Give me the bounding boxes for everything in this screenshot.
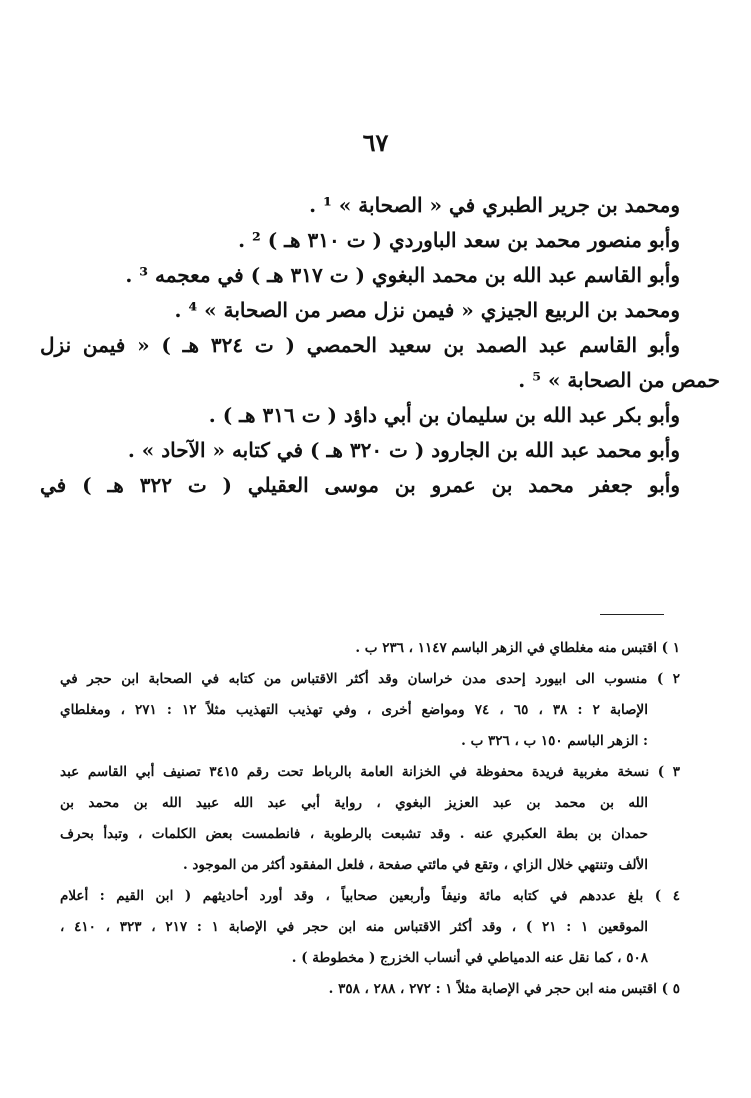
footnote-line: ٣ ) نسخة مغربية فريدة محفوظة في الخزانة العامة بالرباط تحت رقم ٣٤١٥ تصنيف أبي القاسم عبد bbox=[60, 764, 680, 780]
footnote-line: حمدان بن بطة العكبري عنه . وقد تشبعت بالرطوبة ، فانطمست بعض الكلمات ، وتبدأ بحرف bbox=[60, 826, 648, 842]
page-number: ٦٧ bbox=[362, 128, 389, 157]
footnote-line: ٢ ) منسوب الى ابيورد إحدى مدن خراسان وقد أكثر الاقتباس من كتابه في الصحابة ابن حجر في bbox=[60, 671, 680, 687]
footnote-line: الموقعين ١ : ٢١ ) ، وقد أكثر الاقتباس منه ابن حجر في الإصابة ١ : ٢١٧ ، ٣٢٣ ، ٤١٠ ، bbox=[60, 919, 648, 935]
text-line: حمص من الصحابة » ⁵ . bbox=[518, 368, 720, 392]
footnote-line: : الزهر الباسم ١٥٠ ب ، ٣٢٦ ب . bbox=[461, 733, 648, 749]
footnote-line: ٥ ) اقتبس منه ابن حجر في الإصابة مثلاً ١ : ٢٧٢ ، ٢٨٨ ، ٣٥٨ . bbox=[328, 981, 680, 997]
footnote-line: ١ ) اقتبس منه مغلطاي في الزهر الباسم ١١٤٧ ، ٢٣٦ ب . bbox=[355, 640, 680, 656]
text-line: وأبو القاسم عبد الله بن محمد البغوي ( ت ٣١٧ هـ ) في معجمه ³ . bbox=[125, 263, 680, 287]
text-line: وأبو محمد عبد الله بن الجارود ( ت ٣٢٠ هـ ) في كتابه « الآحاد » . bbox=[127, 438, 680, 462]
main-text bbox=[40, 188, 720, 503]
text-line: ومحمد بن الربيع الجيزي « فيمن نزل مصر من الصحابة » ⁴ . bbox=[174, 298, 680, 322]
footnote-line: الألف وتنتهي خلال الزاي ، وتقع في مائتي صفحة ، فلعل المفقود أكثر من الموجود . bbox=[182, 857, 648, 873]
text-line: وأبو بكر عبد الله بن سليمان بن أبي داؤد ( ت ٣١٦ هـ ) . bbox=[208, 403, 680, 427]
footnotes bbox=[60, 633, 680, 1005]
footnote-line: الله بن محمد بن عبد العزيز البغوي ، رواية أبي عبد الله عبيد الله بن محمد بن bbox=[60, 795, 648, 811]
footnote-line: ٥٠٨ ، كما نقل عنه الدمياطي في أنساب الخزرج ( مخطوطة ) . bbox=[291, 950, 648, 966]
footnote-line: الإصابة ٢ : ٣٨ ، ٦٥ ، ٧٤ ومواضع أخرى ، وفي تهذيب التهذيب مثلاً ١٢ : ٢٧١ ، ومغلطاي bbox=[60, 702, 648, 718]
footnote-separator bbox=[600, 614, 664, 615]
text-line: وأبو القاسم عبد الصمد بن سعيد الحمصي ( ت ٣٢٤ هـ ) « فيمن نزل bbox=[40, 333, 680, 357]
text-line: وأبو منصور محمد بن سعد الباوردي ( ت ٣١٠ هـ ) ² . bbox=[238, 228, 680, 252]
text-line: ومحمد بن جرير الطبري في « الصحابة » ¹ . bbox=[309, 193, 680, 217]
text-line: وأبو جعفر محمد بن عمرو بن موسى العقيلي ( ت ٣٢٢ هـ ) في bbox=[40, 473, 680, 497]
footnote-line: ٤ ) بلغ عددهم في كتابه مائة ونيفاً وأربعين صحابياً ، وقد أورد أحاديثهم ( ابن القيم : أعلام bbox=[60, 888, 680, 904]
